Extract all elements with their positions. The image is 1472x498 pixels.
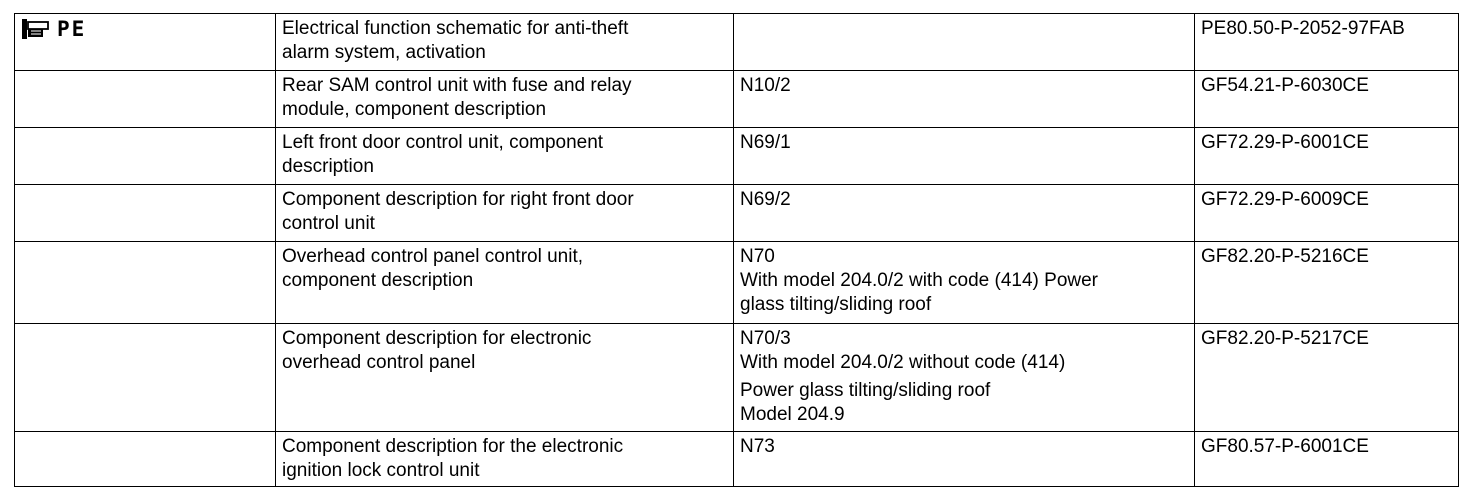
document-link[interactable]: GF80.57-P-6001CE [1201,436,1369,457]
table-row [15,185,1459,242]
component-note: With model 204.0/2 without code (414) [740,352,1066,373]
component-code: N69/1 [740,132,791,153]
component-cell [734,242,1195,324]
marker-cell [15,14,276,71]
table-row [15,14,1459,71]
component-cell [734,185,1195,242]
component-note: With model 204.0/2 with code (414) Power [740,270,1099,291]
marker-cell [15,71,276,128]
title-line: Component description for electronic [282,328,592,349]
component-code: N69/2 [740,189,791,210]
marker-cell [15,242,276,324]
document-link[interactable]: GF82.20-P-5216CE [1201,246,1369,267]
marker-cell [15,128,276,185]
table-row [15,242,1459,324]
title-line: description [282,156,374,177]
table-row [15,324,1459,432]
component-cell [734,14,1195,71]
title-line: control unit [282,213,375,234]
title-line: module, component description [282,99,547,120]
reference-table [14,13,1459,487]
title-cell [276,324,734,432]
pointing-hand-icon [21,18,51,40]
table-row [15,432,1459,487]
title-line: Left front door control unit, component [282,132,604,153]
reference-table-wrapper [14,13,1459,487]
component-cell [734,432,1195,487]
title-line: Overhead control panel control unit, [282,246,584,267]
table-row [15,128,1459,185]
component-code: N70 [740,246,775,267]
document-cell [1195,242,1459,324]
marker-cell [15,185,276,242]
component-cell [734,71,1195,128]
title-line: Component description for right front door [282,189,634,210]
title-line: Component description for the electronic [282,436,624,457]
component-code: N73 [740,436,775,457]
component-cell [734,128,1195,185]
title-line: Electrical function schematic for anti-theft [282,18,629,39]
component-note: Model 204.9 [740,404,845,425]
title-line: overhead control panel [282,352,476,373]
document-cell [1195,432,1459,487]
title-cell [276,71,734,128]
document-link[interactable]: GF82.20-P-5217CE [1201,328,1369,349]
document-cell [1195,128,1459,185]
title-cell [276,242,734,324]
marker-cell [15,432,276,487]
document-cell [1195,185,1459,242]
component-cell [734,324,1195,432]
document-link[interactable]: GF54.21-P-6030CE [1201,75,1369,96]
document-cell [1195,71,1459,128]
title-line: alarm system, activation [282,42,486,63]
component-note: glass tilting/sliding roof [740,294,932,315]
document-link[interactable]: GF72.29-P-6001CE [1201,132,1369,153]
title-cell [276,432,734,487]
title-line: component description [282,270,474,291]
pe-marker [21,17,86,41]
component-code: N70/3 [740,328,791,349]
table-row [15,71,1459,128]
document-cell [1195,14,1459,71]
pe-label: PE [57,17,87,41]
component-note: Power glass tilting/sliding roof [740,380,991,401]
marker-cell [15,324,276,432]
document-link[interactable]: PE80.50-P-2052-97FAB [1201,18,1405,39]
document-link[interactable]: GF72.29-P-6009CE [1201,189,1369,210]
document-cell [1195,324,1459,432]
title-cell [276,14,734,71]
title-cell [276,185,734,242]
title-line: ignition lock control unit [282,460,480,481]
title-line: Rear SAM control unit with fuse and relay [282,75,632,96]
component-code: N10/2 [740,75,791,96]
title-cell [276,128,734,185]
